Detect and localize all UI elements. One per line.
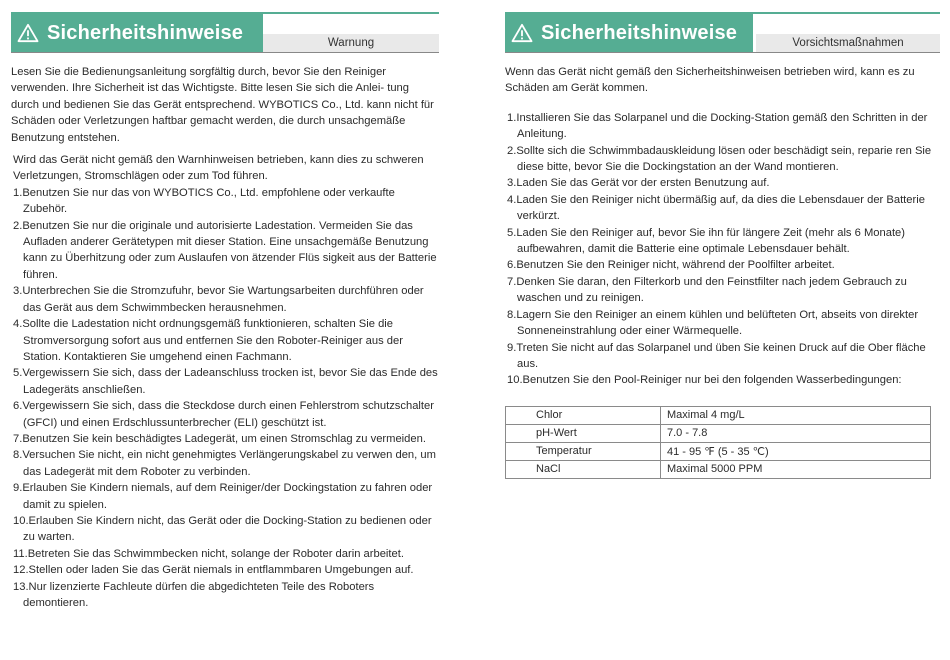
table-row [506,442,931,460]
list-item: 4.Sollte die Ladestation nicht ordnungsgemäß funktionieren, schalten Sie die Stromversorgung sofort aus und entfernen Sie den Roboter-Reiniger aus der Station. Kontaktieren Sie umgehend einen Fachmann. [13,318,403,363]
list-item: 1.Benutzen Sie nur das von WYBOTICS Co., Ltd. empfohlene oder verkaufte Zubehör. [13,186,395,216]
warning-triangle-icon [17,23,39,43]
warning-triangle-icon [511,23,533,43]
table-row [506,460,931,478]
table-cell-value: 7.0 - 7.8 [661,424,931,442]
list-item: 10.Benutzen Sie den Pool-Reiniger nur bei den folgenden Wasserbedingungen: [507,374,902,387]
water-conditions-table [505,406,931,479]
table-cell-value: Maximal 5000 PPM [661,460,931,478]
table-cell-value: 41 - 95 ℉ (5 - 35 ℃) [661,442,931,460]
header-baseline [505,52,940,53]
list-item: 5.Vergewissern Sie sich, dass der Ladeanschluss trocken ist, bevor Sie das Ende des Ladegeräts anschließen. [13,367,438,396]
list-item: 4.Laden Sie den Reiniger nicht übermäßig auf, da dies die Lebensdauer der Batterie verkürzt. [507,193,925,223]
list-item: 3.Laden Sie das Gerät vor der ersten Benutzung auf. [507,177,770,190]
warnings-column [11,12,439,611]
list-item: 6.Benutzen Sie den Reiniger nicht, während der Poolfilter arbeitet. [507,259,835,272]
header-banner [505,14,753,52]
list-item: 7.Denken Sie daran, den Filterkorb und den Feinstfilter nach jedem Gebrauch zu waschen und zu reinigen. [507,275,907,305]
list-item: 12.Stellen oder laden Sie das Gerät niemals in entflammbaren Umgebungen auf. [13,564,414,577]
section-title: Sicherheitshinweise [541,21,738,44]
section-header [11,12,439,53]
section-tab: Vorsichtsmaßnahmen [756,34,940,52]
intro-paragraph: Lesen Sie die Bedienungsanleitung sorgfältig durch, bevor Sie den Reiniger verwenden. Ihre Sicherheit ist das Wichtigste. Bitte lesen Sie sich die Anlei- tung durch und bedienen Sie das Gerät entsprechend. WYBOTICS Co., Ltd. kann nicht für Schäden oder Verletzungen haftbar gemacht werden, die durch unsachgemäße Benutzung entstehen. [11,66,434,144]
table-row [506,406,931,424]
list-item: 8.Lagern Sie den Reiniger an einem kühlen und belüfteten Ort, abseits von direkter Sonneneinstrahlung oder einer Wärmequelle. [507,308,919,338]
list-item: 9.Treten Sie nicht auf das Solarpanel und üben Sie keinen Druck auf die Ober fläche aus. [507,341,926,370]
table-cell-value: Maximal 4 mg/L [661,406,931,424]
list-item: 2.Sollte sich die Schwimmbadauskleidung lösen oder beschädigt sein, reparie ren Sie diese bitte, bevor Sie die Dockingstation an der Wand montieren. [507,144,932,174]
header-baseline [11,52,439,53]
section-tab: Warnung [263,34,439,52]
list-item: 11.Betreten Sie das Schwimmbecken nicht, solange der Roboter darin arbeitet. [13,547,404,560]
warning-lead: Wird das Gerät nicht gemäß den Warnhinweisen betrieben, kann dies zu schweren Verletzungen, Stromschlägen oder zum Tod führen. [13,154,424,183]
list-item: 10.Erlauben Sie Kindern nicht, das Gerät oder die Docking-Station zu bedienen oder zu warten. [13,514,432,544]
list-item: 3.Unterbrechen Sie die Stromzufuhr, bevor Sie Wartungsarbeiten durchführen oder das Gerät aus dem Schwimmbecken herausnehmen. [13,285,424,314]
list-item: 2.Benutzen Sie nur die originale und autorisierte Ladestation. Vermeiden Sie das Aufladen anderer Gerätetypen mit dieser Station. Eine unsachgemäße Benutzung kann zu Überhitzung oder zum Auslaufen von ätzender Flüs sigkeit aus der Batterie führen. [13,219,437,281]
table-row [506,424,931,442]
table-cell-parameter: pH-Wert [506,424,661,442]
warning-list [11,185,439,612]
intro-paragraph: Wenn das Gerät nicht gemäß den Sicherheitshinweisen betrieben wird, kann es zu Schäden am Gerät kommen. [505,66,915,95]
table-cell-parameter: Temperatur [506,442,661,460]
list-item: 5.Laden Sie den Reiniger auf, bevor Sie ihn für längere Zeit (mehr als 6 Monate) aufbewahren, damit die Batterie eine optimale Lebensdauer behält. [507,226,906,256]
list-item: 6.Vergewissern Sie sich, dass die Steckdose durch einen Fehlerstrom schutzschalter (GFCI) und einen Erdschlussunterbrecher (ELI) geschützt ist. [13,400,434,429]
list-item: 13.Nur lizenzierte Fachleute dürfen die abgedichteten Teile des Roboters demontieren. [13,580,375,609]
list-item: 8.Versuchen Sie nicht, ein nicht genehmigtes Verlängerungskabel zu verwen den, um das Ladegerät mit dem Roboter zu verbinden. [13,449,436,478]
header-banner [11,14,263,52]
list-item: 1.Installieren Sie das Solarpanel und die Docking-Station gemäß den Schritten in der Anleitung. [507,111,928,141]
section-title: Sicherheitshinweise [47,21,244,44]
section-header [505,12,940,53]
list-item: 9.Erlauben Sie Kindern niemals, auf dem Reiniger/der Dockingstation zu fahren oder damit zu spielen. [13,482,433,511]
precaution-list [505,110,940,389]
table-cell-parameter: Chlor [506,406,661,424]
list-item: 7.Benutzen Sie kein beschädigtes Ladegerät, um einen Stromschlag zu vermeiden. [13,432,426,445]
table-cell-parameter: NaCl [506,460,661,478]
precautions-column [505,12,940,479]
